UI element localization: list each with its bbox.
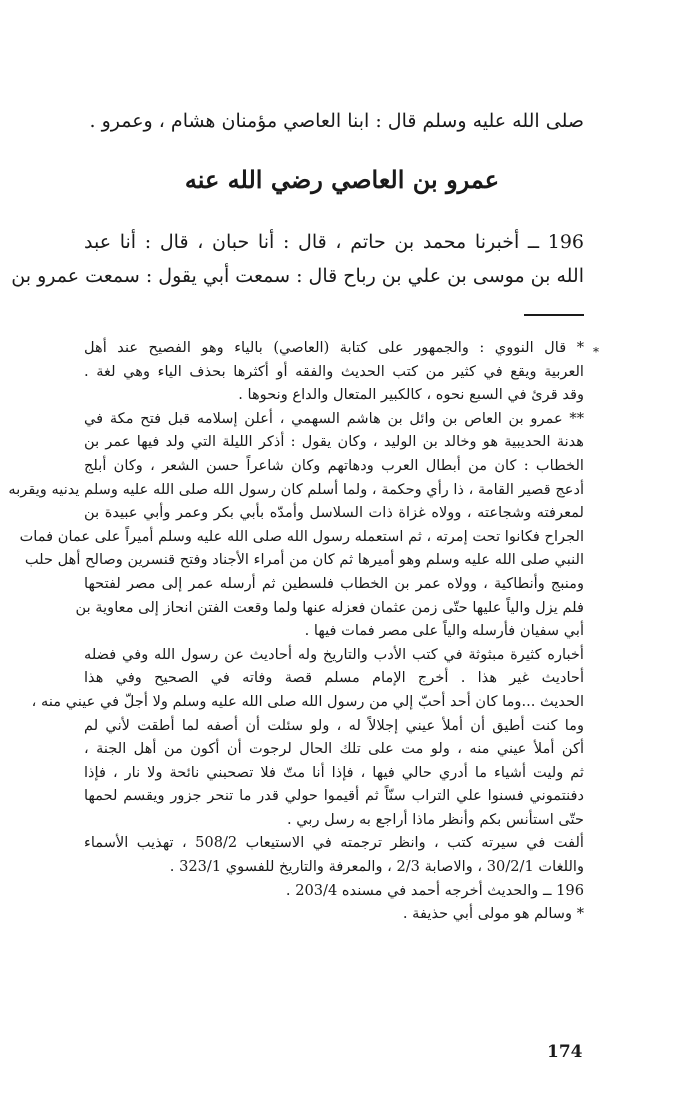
note-line: وقد قرئ في السبع نحوه ، كالكبير المتعال والداع ونحوها . xyxy=(238,386,584,404)
note-line: دفنتموني فسنوا علي التراب سنّاً ثم أقيموا حولي قدر ما تنحر جزور ويقسم لحمها xyxy=(84,787,584,805)
note-line: حتّى استأنس بكم وأنظر ماذا أراجع به رسل ربي . xyxy=(286,810,584,828)
hadith-text xyxy=(11,225,584,293)
note-line: فلم يزل والياً عليها حتّى زمن عثمان فعزله عنها ولما وقعت الفتن انحاز إلى معاوية بن xyxy=(75,598,584,616)
note-line: 196 ــ والحديث أخرجه أحمد في مسنده 203/4 . xyxy=(285,881,584,899)
note-line: ألفت في سيرته كتب ، وانظر ترجمته في الاستيعاب 508/2 ، تهذيب الأسماء xyxy=(84,834,584,852)
hadith-line-2: الله بن موسى بن علي بن رباح قال : سمعت أبي يقول : سمعت عمرو بن xyxy=(11,265,584,287)
note-line: العربية ويقع في كثير من كتب الحديث والفقه أو أكثرها بحذف الياء وهي لغة . xyxy=(84,362,584,380)
footnotes xyxy=(8,336,584,926)
note-line: النبي صلى الله عليه وسلم وهو أميرها ثم كان من أمراء الأجناد وفتح قنسرين وصالح أهل حلب xyxy=(24,551,584,569)
note-line: لمعرفته وشجاعته ، وولاه غزاة ذات السلاسل وأمدّه بأبي بكر وعمر وأبي عبيدة بن xyxy=(84,504,584,522)
note-line: الجراح فكانوا تحت إمرته ، ثم استعمله رسول الله صلى الله عليه وسلم أميراً على عمان فمات xyxy=(19,527,584,545)
note-line: ومنبج وأنطاكية ، وولاه عمر بن الخطاب فلسطين ثم أرسله عمر إلى مصر لفتحها xyxy=(84,574,584,592)
note-line: أدعج قصير القامة ، ذا رأي وحكمة ، ولما أسلم كان رسول الله صلى الله عليه وسلم يدنيه ويقربه xyxy=(8,480,584,498)
note-line: أحاديث غير هذا . أخرج الإمام مسلم قصة وفاته في الصحيح وفي هذا xyxy=(84,669,584,687)
note-line: * قال النووي : والجمهور على كتابة (العاصي) بالياء وهو الفصيح عند أهل xyxy=(84,339,584,356)
note-line: واللغات 30/2/1 ، والاصابة 2/3 ، والمعرفة والتاريخ للفسوي 323/1 . xyxy=(169,858,584,876)
note-line: ثم وليت أشياء ما أدري حالي فيها ، فإذا أنا متّ فلا تصحبني نائحة ولا نار ، فإذا xyxy=(84,763,584,781)
note-line: أخباره كثيرة مبثوثة في كتب الأدب والتاريخ وله أحاديث عن رسول الله وفي فضله xyxy=(84,645,584,663)
section-heading: عمرو بن العاصي رضي الله عنه xyxy=(184,165,500,194)
page-number: 174 xyxy=(547,1042,583,1062)
note-line: وما كنت أطيق أن أملأ عيني إجلالاً له ، ولو سئلت أن أصفه لما أطقت لأني لم xyxy=(84,716,584,734)
text-line-top: صلى الله عليه وسلم قال : ابنا العاصي مؤمنان هشام ، وعمرو . xyxy=(89,110,584,132)
note-line: أكن أملأ عيني منه ، ولو مت على تلك الحال لرجوت أن أكون من أهل الجنة ، xyxy=(84,740,584,758)
note-line: ** عمرو بن العاص بن وائل بن هاشم السهمي ، أعلن إسلامه قبل فتح مكة في xyxy=(84,409,584,427)
note-line: الخطاب : كان من أبطال العرب ودهاتهم وكان شاعراً حسن الشعر ، وكان أبلج xyxy=(84,456,584,474)
note-line: الحديث ...وما كان أحد أحبّ إلي من رسول الله صلى الله عليه وسلم ولا أجلّ في عيني منه ، xyxy=(31,692,584,710)
note-line: أبي سفيان فأرسله والياً على مصر فمات فيها . xyxy=(304,622,584,640)
note-line: * وسالم هو مولى أبي حذيفة . xyxy=(402,905,584,923)
hadith-line-1: 196 ــ أخبرنا محمد بن حاتم ، قال : أنا حبان ، قال : أنا عبد xyxy=(84,231,584,253)
margin-asterisk: * xyxy=(593,345,599,359)
footnote-divider xyxy=(524,314,584,316)
note-line: هدنة الحديبية هو وخالد بن الوليد ، وكان يقول : أذكر الليلة التي ولد فيها عمر بن xyxy=(84,433,584,451)
